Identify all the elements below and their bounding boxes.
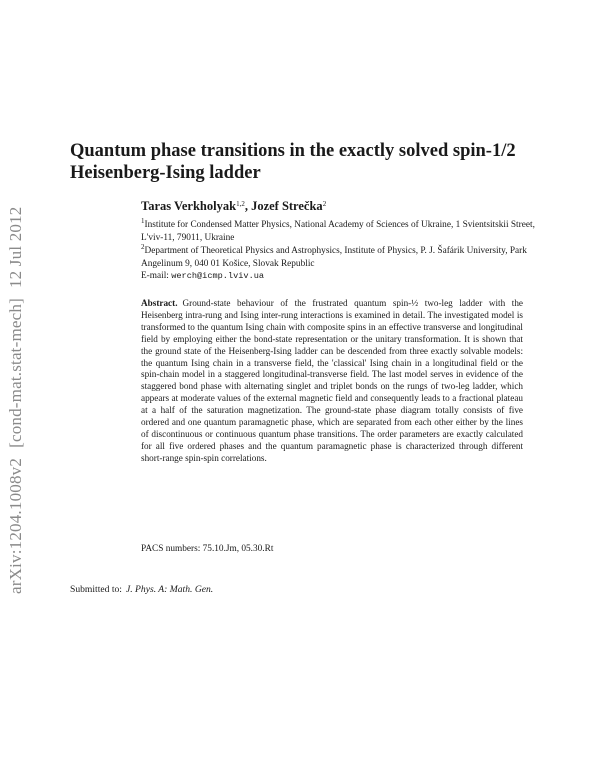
email-label: E-mail:: [141, 271, 172, 281]
journal-name: J. Phys. A: Math. Gen.: [125, 584, 214, 595]
arxiv-date: 12 Jul 2012: [6, 206, 25, 289]
author-name: Taras Verkholyak: [141, 199, 237, 213]
author-affil-marker: 2: [322, 200, 327, 208]
abstract-text-part2: two-leg ladder with the Heisenberg intra-rung and Ising inter-rung interactions is examined in detail. The investigated model is transformed to the quantum Ising chain with composite spins in an effective transverse and longitudinal field by employing either the bond-state representation or the unitary transformation. It is shown that the ground state of the Heisenberg-Ising ladder can be descended from three exactly solvable models: the quantum Ising chain in a transverse field, the 'classical' Ising chain in a longitudinal field or the spin-chain model in a staggered longitudinal-transverse field. The last model serves in evidence of the staggered bond phase with alternating singlet and triplet bonds on the rungs of two-leg ladder, which appears at moderate values of the external magnetic field and consequently leads to a fractional plateau at a half of the saturation magnetization. The ground-state phase diagram totally consists of five ordered and one quantum paramagnetic phase, which are separated from each other either by the lines of discontinuous or continuous quantum phase transitions. The order parameters are exactly calculated for all five ordered phases and the quantum paramagnetic phase is characterized through different short-range spin-spin correlations.: [141, 298, 523, 463]
submitted-to: [70, 584, 213, 595]
affil-text: Department of Theoretical Physics and Astrophysics, Institute of Physics, P. J. Šafárik University, Park Angelinum 9, 040 01 Košice, Slovak Republic: [141, 246, 527, 269]
arxiv-stamp: [6, 144, 26, 594]
email-address: werch@icmp.lviv.ua: [171, 271, 265, 281]
affil-marker: 2: [141, 243, 145, 251]
arxiv-category: [cond-mat.stat-mech]: [6, 298, 25, 448]
author-separator: ,: [244, 199, 252, 213]
email-line: [141, 271, 264, 281]
abstract: [141, 298, 523, 465]
author-name: Jozef Strečka: [251, 199, 323, 213]
arxiv-id: arXiv:1204.1008v2: [6, 457, 25, 594]
paper-title: Quantum phase transitions in the exactly solved spin-1/2 Heisenberg-Ising ladder: [70, 141, 516, 183]
abstract-text-part1: Ground-state behaviour of the frustrated quantum spin-: [182, 298, 412, 308]
pacs-numbers: PACS numbers: 75.10.Jm, 05.30.Rt: [141, 544, 274, 554]
spin-fraction: ½: [411, 298, 419, 308]
submitted-label: Submitted to:: [70, 584, 122, 595]
author-affil-marker: 1,2: [236, 200, 245, 208]
author-list: [141, 199, 326, 214]
affil-text: Institute for Condensed Matter Physics, National Academy of Sciences of Ukraine, 1 Svientsitskii Street, L'viv-11, 79011, Ukraine: [141, 220, 535, 243]
abstract-label: Abstract.: [141, 298, 178, 308]
affil-marker: 1: [141, 217, 145, 225]
affiliation-2: [141, 241, 536, 271]
